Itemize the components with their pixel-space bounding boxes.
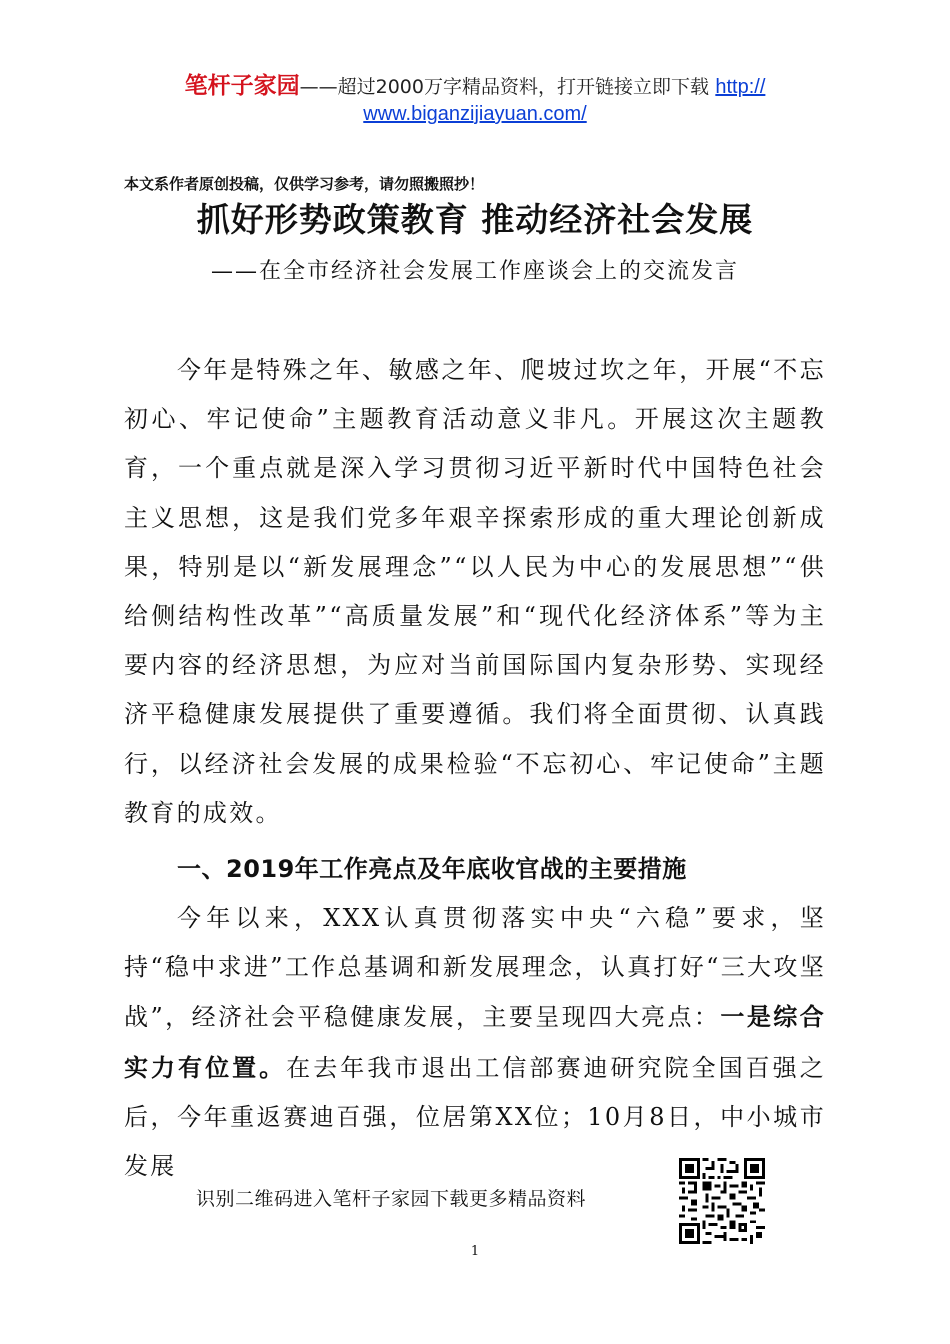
header-link-part1[interactable]: http:// (715, 76, 766, 98)
paragraph-highlights-cont: 在去年我市退出工信部赛迪研究院全国百强之后，今年重返赛迪百强，位居第XX位；10月8日，中小城市发展 (124, 1053, 826, 1181)
header-banner (0, 72, 950, 101)
brand-name: 笔杆子家园 (184, 73, 300, 99)
document-title: 抓好形势政策教育 推动经济社会发展 (196, 200, 754, 239)
qr-caption: 识别二维码进入笔杆子家园下载更多精品资料 (196, 1188, 587, 1210)
paragraph-highlights-text: 今年以来，XXX认真贯彻落实中央“六稳”要求，坚持“稳中求进”工作总基调和新发展理念，认真打好“三大攻坚战”，经济社会平稳健康发展，主要呈现四大亮点： (124, 904, 826, 1032)
copyright-notice: 本文系作者原创投稿，仅供学习参考，请勿照搬照抄！ (124, 175, 485, 193)
header-link-line (0, 99, 950, 128)
document-subtitle: ——在全市经济社会发展工作座谈会上的交流发言 (210, 259, 739, 284)
header-slogan: ——超过2000万字精品资料，打开链接立即下载 (299, 76, 709, 98)
qr-code[interactable] (679, 1158, 765, 1244)
header-link-part2[interactable]: www.biganzijiayuan.com/ (363, 103, 587, 125)
paragraph-highlights-bold: 一是综合实力有位置。 (124, 1002, 826, 1082)
paragraph-highlights (124, 894, 826, 1191)
paragraph-intro: 今年是特殊之年、敏感之年、爬坡过坎之年，开展“不忘初心、牢记使命”主题教育活动意义非凡。开展这次主题教育，一个重点就是深入学习贯彻习近平新时代中国特色社会主义思想，这是我们党多年艰辛探索形成的重大理论创新成果，特别是以“新发展理念”“以人民为中心的发展思想”“供给侧结构性改革”“高质量发展”和“现代化经济体系”等为主要内容的经济思想，为应对当前国际国内复杂形势、实现经济平稳健康发展提供了重要遵循。我们将全面贯彻、认真践行，以经济社会发展的成果检验“不忘初心、牢记使命”主题教育的成效。 (124, 356, 826, 827)
page-number: 1 (470, 1244, 480, 1259)
section-heading: 一、2019年工作亮点及年底收官战的主要措施 (177, 855, 687, 883)
